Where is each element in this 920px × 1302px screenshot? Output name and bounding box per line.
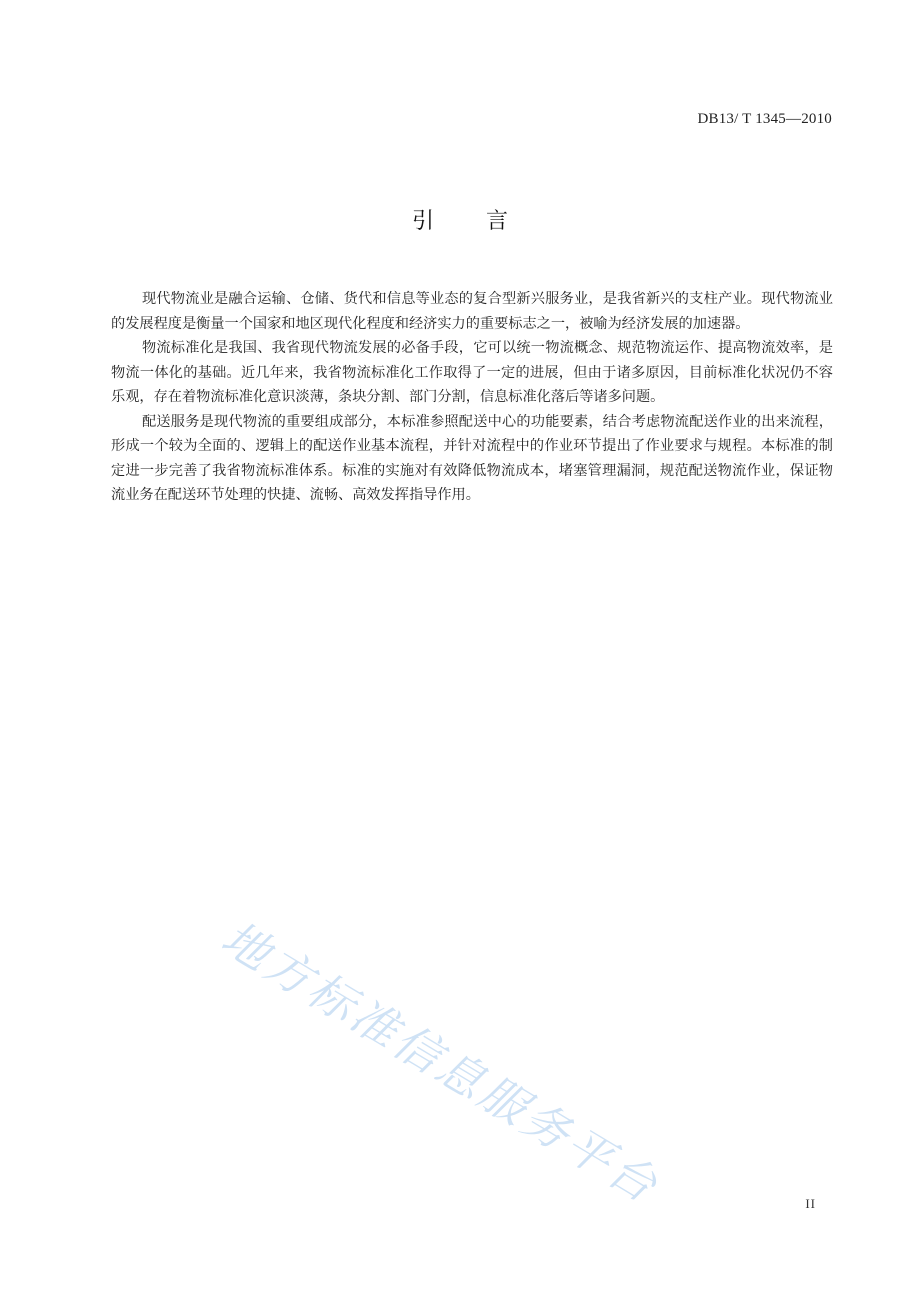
heading-char-1: 引: [411, 209, 434, 234]
paragraph-3: 配送服务是现代物流的重要组成部分，本标准参照配送中心的功能要素，结合考虑物流配送作业的出来流程，形成一个较为全面的、逻辑上的配送作业基本流程，并针对流程中的作业环节提出了作业要求与规程。本标准的制定进一步完善了我省物流标准体系。标准的实施对有效降低物流成本，堵塞管理漏洞，规范配送物流作业，保证物流业务在配送环节处理的快捷、流畅、高效发挥指导作用。: [111, 413, 833, 503]
introduction-body: [111, 287, 833, 508]
document-code: DB13/ T 1345—2010: [697, 111, 832, 127]
section-heading: [0, 204, 920, 235]
watermark: 地方标准信息服务平台: [212, 910, 669, 1215]
heading-char-2: 言: [486, 209, 509, 234]
paragraph-2: 物流标准化是我国、我省现代物流发展的必备手段，它可以统一物流概念、规范物流运作、提高物流效率，是物流一体化的基础。近几年来，我省物流标准化工作取得了一定的进展，但由于诸多原因，目前标准化状况仍不容乐观，存在着物流标准化意识淡薄，条块分割、部门分割，信息标准化落后等诸多问题。: [111, 340, 833, 405]
paragraph-1: 现代物流业是融合运输、仓储、货代和信息等业态的复合型新兴服务业，是我省新兴的支柱产业。现代物流业的发展程度是衡量一个国家和地区现代化程度和经济实力的重要标志之一，被喻为经济发展的加速器。: [111, 291, 833, 332]
page-number: II: [805, 1196, 816, 1211]
